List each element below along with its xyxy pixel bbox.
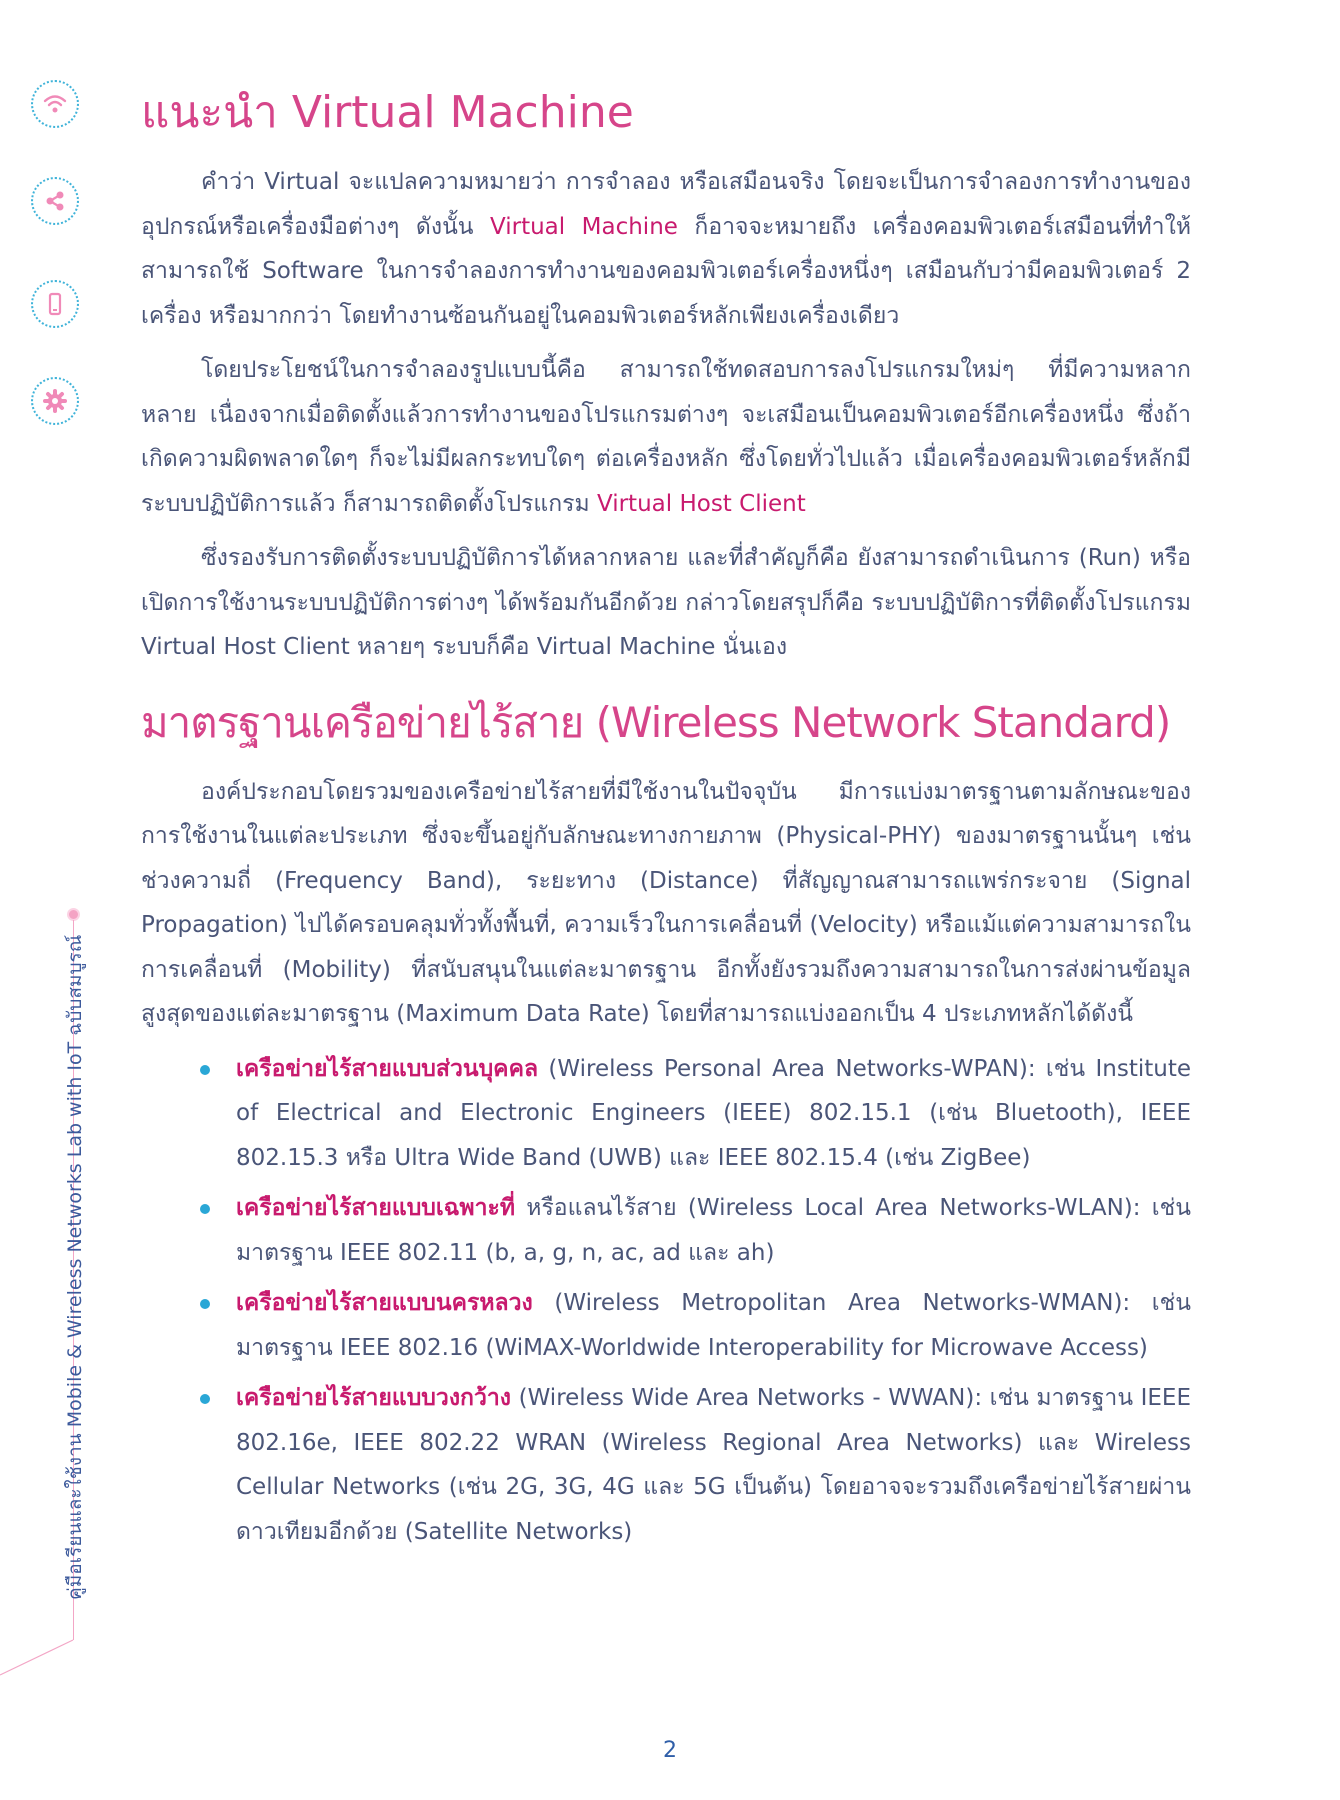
highlight-virtual-host-client: Virtual Host Client [596, 490, 806, 517]
list-item-text: หรือแลนไร้สาย (Wireless Local Area Networks-WLAN): เช่น มาตรฐาน IEEE 802.11 (b, a, g, n, ac, ad และ ah) [236, 1195, 1191, 1266]
paragraph: องค์ประกอบโดยรวมของเครือข่ายไร้สายที่มีใช้งานในปัจจุบัน มีการแบ่งมาตรฐานตามลักษณะของการใช้งานในแต่ละประเภท ซึ่งจะขึ้นอยู่กับลักษณะทางกายภาพ (Physical-PHY) ของมาตรฐานนั้นๆ เช่น ช่วงความถี่ (Frequency Band), ระยะทาง (Distance) ที่สัญญาณสามารถแพร่กระจาย (Signal Propagation) ไปได้ครอบคลุมทั่วทั้งพื้นที่, ความเร็วในการเคลื่อนที่ (Velocity) หรือแม้แต่ความสามารถในการเคลื่อนที่ (Mobility) ที่สนับสนุนในแต่ละมาตรฐาน อีกทั้งยังรวมถึงความสามารถในการส่งผ่านข้อมูลสูงสุดของแต่ละมาตรฐาน (Maximum Data Rate) โดยที่สามารถแบ่งออกเป็น 4 ประเภทหลักได้ดังนี้ [141, 778, 1191, 1027]
list-item [236, 1376, 1191, 1554]
section-title-wireless-standard: มาตรฐานเครือข่ายไร้สาย (Wireless Network Standard) [141, 697, 1171, 747]
list-item-text: (Wireless Wide Area Networks - WWAN): เช่น มาตรฐาน IEEE 802.16e, IEEE 802.22 WRAN (Wireless Regional Area Networks) และ Wireless Cellular Networks (เช่น 2G, 3G, 4G และ 5G เป็นต้น) โดยอาจจะรวมถึงเครือข่ายไร้สายผ่านดาวเทียมอีกด้วย (Satellite Networks) [236, 1385, 1192, 1545]
list-item-text: (Wireless Personal Area Networks-WPAN): เช่น Institute of Electrical and Electronic Engineers (IEEE) 802.15.1 (เช่น Bluetooth), IEEE 802.15.3 หรือ Ultra Wide Band (UWB) และ IEEE 802.15.4 (เช่น ZigBee) [236, 1055, 1191, 1171]
list-item [236, 1186, 1191, 1275]
paragraph: ซึ่งรองรับการติดตั้งระบบปฏิบัติการได้หลากหลาย และที่สำคัญก็คือ ยังสามารถดำเนินการ (Run) หรือเปิดการใช้งานระบบปฏิบัติการต่างๆ ได้พร้อมกันอีกด้วย กล่าวโดยสรุปก็คือ ระบบปฏิบัติการที่ติดตั้งโปรแกรม Virtual Host Client หลายๆ ระบบก็คือ Virtual Machine นั่นเอง [141, 545, 1191, 660]
list-item-term: เครือข่ายไร้สายแบบนครหลวง [236, 1290, 533, 1316]
list-item [236, 1047, 1191, 1181]
paragraph: โดยประโยชน์ในการจำลองรูปแบบนี้คือ สามารถใช้ทดสอบการลงโปรแกรมใหม่ๆ ที่มีความหลากหลาย เนื่องจากเมื่อติดตั้งแล้วการทำงานของโปรแกรมต่างๆ จะเสมือนเป็นคอมพิวเตอร์อีกเครื่องหนึ่ง ซึ่งถ้าเกิดความผิดพลาดใดๆ ก็จะไม่มีผลกระทบใดๆ ต่อเครื่องหลัก ซึ่งโดยทั่วไปแล้ว เมื่อเครื่องคอมพิวเตอร์หลักมีระบบปฏิบัติการแล้ว ก็สามารถติดตั้งโปรแกรม Virtual Host Client [141, 357, 1191, 517]
highlight-virtual-machine: Virtual Machine [490, 213, 678, 240]
list-item-term: เครือข่ายไร้สายแบบเฉพาะที่ [236, 1195, 516, 1221]
bullet-icon [200, 1204, 210, 1214]
section-title-virtual-machine: แนะนำ Virtual Machine [141, 87, 634, 138]
bullet-icon [200, 1065, 210, 1075]
bullet-icon [200, 1299, 210, 1309]
paragraph: คำว่า Virtual จะแปลความหมายว่า การจำลอง หรือเสมือนจริง โดยจะเป็นการจำลองการทำงานของอุปกรณ์หรือเครื่องมือต่างๆ ดังนั้น Virtual Machine ก็อาจจะหมายถึง เครื่องคอมพิวเตอร์เสมือนที่ทำให้สามารถใช้ Software ในการจำลองการทำงานของคอมพิวเตอร์เครื่องหนึ่งๆ เสมือนกับว่ามีคอมพิวเตอร์ 2 เครื่อง หรือมากกว่า โดยทำงานซ้อนกันอยู่ในคอมพิวเตอร์หลักเพียงเครื่องเดียว [141, 169, 1191, 329]
list-item [236, 1281, 1191, 1370]
mobile-icon [31, 280, 79, 328]
wifi-icon [31, 80, 79, 128]
main-content [141, 82, 1191, 1560]
share-icon [31, 177, 79, 225]
bullet-icon [200, 1394, 210, 1404]
page-number: 2 [663, 1738, 677, 1763]
standards-list [141, 1047, 1191, 1555]
book-title-vertical: คู่มือเรียนและใช้งาน Mobile & Wireless Networks Lab with IoT ฉบับสมบูรณ์ [64, 934, 86, 1600]
list-item-text: (Wireless Metropolitan Area Networks-WMAN): เช่น มาตรฐาน IEEE 802.16 (WiMAX-Worldwide Interoperability for Microwave Access) [236, 1290, 1191, 1361]
list-item-term: เครือข่ายไร้สายแบบส่วนบุคคล [236, 1055, 539, 1082]
gear-icon [31, 377, 79, 425]
decor-diagonal [0, 1620, 80, 1680]
list-item-term: เครือข่ายไร้สายแบบวงกว้าง [236, 1385, 512, 1411]
